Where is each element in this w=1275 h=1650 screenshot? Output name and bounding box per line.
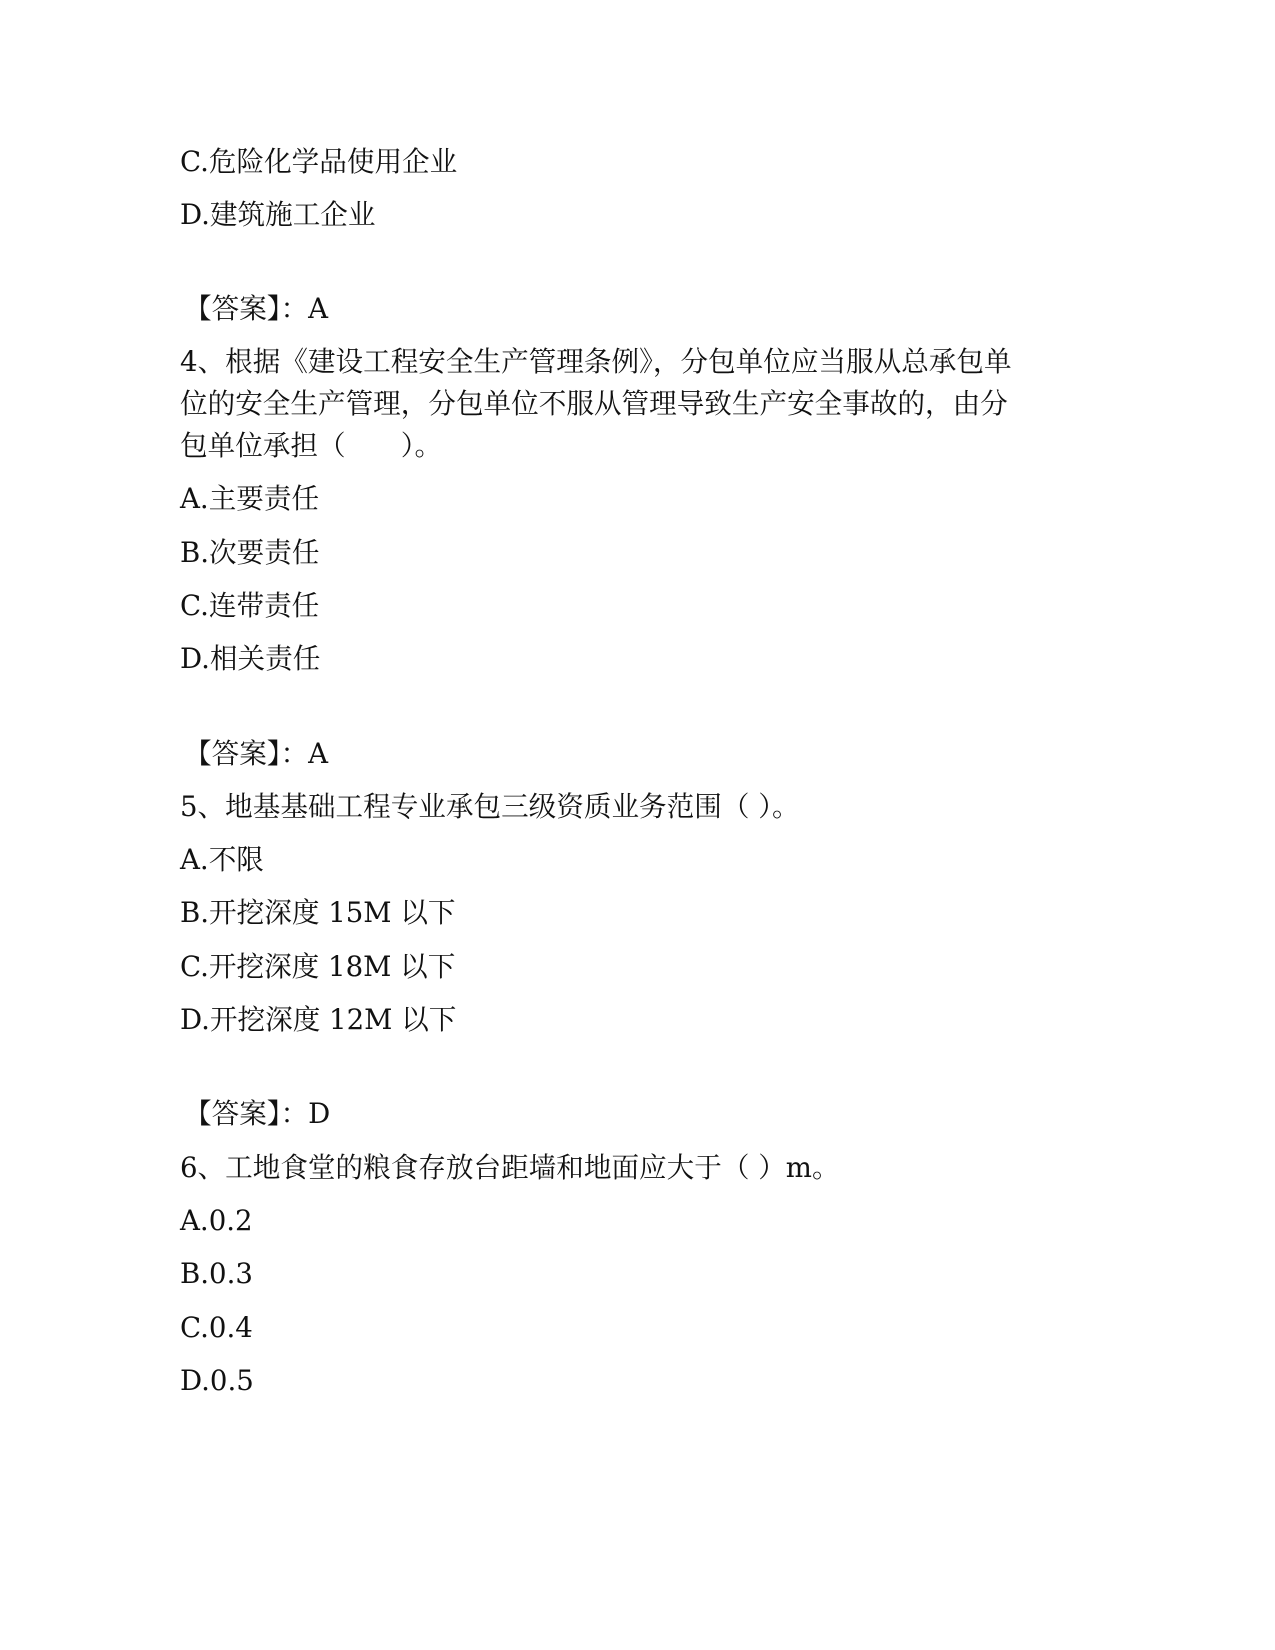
q5-question-text: 5、地基基础工程专业承包三级资质业务范围（ ）。: [180, 789, 800, 823]
q6-option-a: A.0.2: [180, 1203, 253, 1237]
q4-question-text: [180, 335, 1275, 472]
q3-option-c: C.危险化学品使用企业: [180, 144, 458, 178]
question-3-block: [180, 135, 1275, 336]
q4-option-a: A.主要责任: [180, 482, 320, 516]
q5-option-a: A.不限: [180, 843, 264, 877]
q3-answer: 【答案】：A: [184, 292, 329, 326]
q4-answer: 【答案】：A: [184, 736, 329, 770]
q5-option-b: B.开挖深度 15M 以下: [180, 896, 456, 930]
q6-option-b: B.0.3: [180, 1257, 253, 1291]
q4-option-b: B.次要责任: [180, 535, 320, 569]
question-6-block: [180, 1141, 1275, 1407]
q4-question-line: 4、根据《建设工程安全生产管理条例》，分包单位应当服从总承包单: [180, 344, 1012, 378]
q5-option-d: D.开挖深度 12M 以下: [180, 1003, 457, 1037]
question-5-block: [180, 780, 1275, 1141]
q4-question-line: 包单位承担（ ）。: [180, 428, 443, 462]
question-4-block: [180, 335, 1275, 779]
q6-question-text: 6、工地食堂的粮食存放台距墙和地面应大于（ ）m。: [180, 1150, 840, 1184]
q3-option-d: D.建筑施工企业: [180, 197, 376, 231]
q4-option-d: D.相关责任: [180, 642, 321, 676]
q6-option-d: D.0.5: [180, 1363, 254, 1397]
q4-option-c: C.连带责任: [180, 588, 320, 622]
q5-answer: 【答案】：D: [184, 1097, 331, 1131]
q5-option-c: C.开挖深度 18M 以下: [180, 949, 456, 983]
q4-question-line: 位的安全生产管理，分包单位不服从管理导致生产安全事故的，由分: [180, 386, 1008, 420]
q6-option-c: C.0.4: [180, 1310, 253, 1344]
